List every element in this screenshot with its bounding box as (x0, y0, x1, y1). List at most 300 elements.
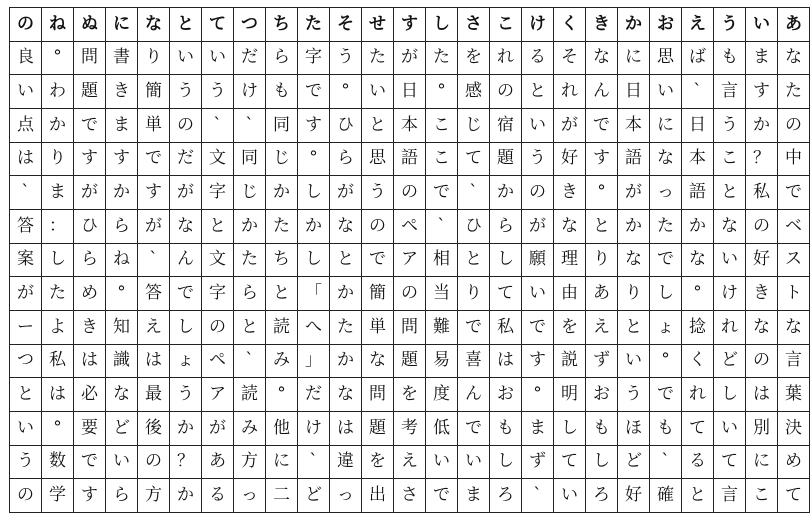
grid-cell: ` (298, 445, 330, 479)
grid-cell: い (202, 41, 234, 75)
grid-row (10, 176, 810, 210)
grid-cell: ず (586, 344, 618, 378)
grid-cell: ° (330, 75, 362, 109)
grid-cell: で (458, 310, 490, 344)
grid-cell: 本 (618, 108, 650, 142)
grid-row (10, 411, 810, 445)
grid-cell: 言 (778, 344, 810, 378)
grid-cell: ょ (170, 344, 202, 378)
header-cell: て (202, 8, 234, 42)
grid-cell: な (554, 209, 586, 243)
grid-cell: き (554, 176, 586, 210)
grid-cell: と (234, 310, 266, 344)
header-cell: そ (330, 8, 362, 42)
grid-cell: か (42, 108, 74, 142)
grid-cell: 説 (554, 344, 586, 378)
grid-cell: め (74, 277, 106, 311)
grid-cell: い (554, 479, 586, 513)
grid-cell: も (586, 411, 618, 445)
character-grid (9, 7, 810, 513)
grid-cell: で (650, 243, 682, 277)
grid-cell: と (714, 176, 746, 210)
grid-row (10, 142, 810, 176)
grid-cell: す (74, 479, 106, 513)
grid-cell: と (266, 277, 298, 311)
grid-cell: ス (778, 243, 810, 277)
grid-cell: が (74, 176, 106, 210)
grid-cell: 題 (490, 142, 522, 176)
grid-cell: が (138, 209, 170, 243)
grid-cell: が (170, 176, 202, 210)
grid-cell: い (106, 445, 138, 479)
grid-cell: ま (458, 479, 490, 513)
grid-cell: ` (138, 243, 170, 277)
grid-cell: ア (202, 378, 234, 412)
grid-cell: な (714, 209, 746, 243)
grid-cell: け (714, 277, 746, 311)
grid-row (10, 310, 810, 344)
grid-cell: ー (10, 310, 42, 344)
grid-cell: 」 (298, 344, 330, 378)
header-cell: う (714, 8, 746, 42)
grid-cell: 字 (298, 41, 330, 75)
header-row (10, 8, 810, 42)
grid-cell: ま (522, 411, 554, 445)
grid-cell: ょ (650, 310, 682, 344)
grid-cell: た (234, 243, 266, 277)
grid-cell: 点 (10, 108, 42, 142)
grid-cell: き (106, 75, 138, 109)
grid-cell: で (170, 277, 202, 311)
grid-cell: 難 (426, 310, 458, 344)
grid-cell: 方 (138, 479, 170, 513)
grid-cell: は (138, 344, 170, 378)
header-cell: い (746, 8, 778, 42)
grid-cell: ` (458, 176, 490, 210)
grid-cell: が (618, 176, 650, 210)
grid-cell: ら (106, 209, 138, 243)
grid-cell: た (266, 209, 298, 243)
grid-cell: か (490, 176, 522, 210)
grid-cell: す (746, 75, 778, 109)
grid-cell: か (682, 209, 714, 243)
grid-cell: 明 (554, 378, 586, 412)
grid-cell: き (746, 277, 778, 311)
grid-cell: の (170, 108, 202, 142)
grid-cell: へ (298, 310, 330, 344)
grid-cell: ？ (746, 142, 778, 176)
grid-cell: る (202, 479, 234, 513)
grid-cell: ん (170, 243, 202, 277)
grid-row (10, 243, 810, 277)
grid-cell: 問 (362, 378, 394, 412)
header-cell: な (138, 8, 170, 42)
grid-cell: が (394, 41, 426, 75)
grid-cell: 案 (10, 243, 42, 277)
grid-cell: て (458, 142, 490, 176)
grid-cell: は (330, 411, 362, 445)
grid-cell: い (170, 41, 202, 75)
grid-cell: か (106, 176, 138, 210)
grid-cell: っ (650, 176, 682, 210)
grid-cell: 題 (362, 411, 394, 445)
grid-cell: ° (682, 277, 714, 311)
grid-cell: し (554, 411, 586, 445)
grid-cell: ° (586, 176, 618, 210)
grid-cell: 中 (778, 142, 810, 176)
grid-cell: す (586, 142, 618, 176)
grid-cell: と (10, 378, 42, 412)
header-cell: け (522, 8, 554, 42)
grid-cell: な (586, 41, 618, 75)
grid-cell: す (298, 108, 330, 142)
grid-cell: ん (586, 75, 618, 109)
grid-cell: り (618, 277, 650, 311)
grid-cell: は (490, 344, 522, 378)
grid-cell: 思 (650, 41, 682, 75)
grid-cell: の (10, 479, 42, 513)
grid-cell: も (266, 75, 298, 109)
grid-cell: 本 (682, 142, 714, 176)
grid-cell: と (522, 75, 554, 109)
grid-cell: 読 (266, 310, 298, 344)
grid-cell: う (522, 142, 554, 176)
grid-cell: 問 (74, 41, 106, 75)
grid-cell: み (266, 344, 298, 378)
grid-cell: と (618, 310, 650, 344)
header-cell: ち (266, 8, 298, 42)
grid-cell: い (714, 243, 746, 277)
grid-cell: 簡 (362, 277, 394, 311)
grid-cell: 単 (138, 108, 170, 142)
grid-cell: 本 (394, 108, 426, 142)
grid-cell: ひ (458, 209, 490, 243)
header-cell: た (298, 8, 330, 42)
grid-cell: ど (618, 445, 650, 479)
grid-cell: を (554, 310, 586, 344)
grid-cell: め (778, 445, 810, 479)
grid-cell: す (138, 176, 170, 210)
grid-cell: し (650, 277, 682, 311)
grid-cell: う (170, 75, 202, 109)
grid-cell: ` (426, 209, 458, 243)
grid-cell: な (650, 142, 682, 176)
grid-cell: 好 (618, 479, 650, 513)
grid-cell: 捻 (682, 310, 714, 344)
grid-cell: う (714, 108, 746, 142)
grid-cell: ° (650, 344, 682, 378)
grid-row (10, 344, 810, 378)
grid-cell: た (362, 41, 394, 75)
grid-cell: ° (42, 411, 74, 445)
grid-row (10, 75, 810, 109)
grid-cell: な (618, 243, 650, 277)
grid-cell: 問 (394, 310, 426, 344)
grid-cell: ° (42, 41, 74, 75)
grid-cell: り (586, 243, 618, 277)
grid-cell: が (330, 176, 362, 210)
grid-cell: 要 (74, 411, 106, 445)
grid-cell: ` (202, 108, 234, 142)
grid-cell: た (42, 277, 74, 311)
grid-cell: あ (202, 445, 234, 479)
grid-cell: に (746, 445, 778, 479)
grid-cell: で (298, 75, 330, 109)
grid-cell: な (746, 310, 778, 344)
grid-cell: を (458, 41, 490, 75)
grid-cell: 「 (298, 277, 330, 311)
grid-cell: 最 (138, 378, 170, 412)
grid-cell: ° (298, 142, 330, 176)
grid-cell: を (362, 445, 394, 479)
header-cell: の (10, 8, 42, 42)
grid-cell: の (746, 344, 778, 378)
grid-cell: 決 (778, 411, 810, 445)
grid-cell: す (106, 142, 138, 176)
grid-cell: 確 (650, 479, 682, 513)
grid-cell: て (682, 411, 714, 445)
grid-cell: 日 (394, 75, 426, 109)
grid-cell: ば (682, 41, 714, 75)
header-cell: と (170, 8, 202, 42)
grid-cell: ： (42, 209, 74, 243)
grid-cell: ど (106, 411, 138, 445)
grid-cell: の (522, 176, 554, 210)
grid-cell: 語 (682, 176, 714, 210)
grid-cell: よ (42, 310, 74, 344)
grid-cell: し (586, 445, 618, 479)
grid-cell: こ (426, 108, 458, 142)
grid-cell: け (298, 411, 330, 445)
grid-cell: ` (234, 108, 266, 142)
grid-cell: お (586, 378, 618, 412)
grid-cell: ど (714, 344, 746, 378)
grid-row (10, 209, 810, 243)
grid-cell: も (490, 411, 522, 445)
grid-cell: な (682, 243, 714, 277)
grid-cell: 語 (394, 142, 426, 176)
grid-cell: し (714, 378, 746, 412)
header-cell: せ (362, 8, 394, 42)
header-cell: し (426, 8, 458, 42)
grid-cell: ね (106, 243, 138, 277)
grid-cell: は (74, 344, 106, 378)
grid-cell: 相 (426, 243, 458, 277)
grid-cell: ベ (778, 209, 810, 243)
grid-cell: は (42, 378, 74, 412)
grid-cell: だ (170, 142, 202, 176)
header-cell: え (682, 8, 714, 42)
grid-cell: う (618, 378, 650, 412)
grid-cell: が (10, 277, 42, 311)
grid-cell: え (138, 310, 170, 344)
header-cell: き (586, 8, 618, 42)
grid-cell: い (618, 344, 650, 378)
grid-cell: 出 (362, 479, 394, 513)
grid-cell: の (362, 209, 394, 243)
grid-cell: し (170, 310, 202, 344)
grid-cell: も (714, 41, 746, 75)
grid-cell: 宿 (490, 108, 522, 142)
grid-cell: で (778, 176, 810, 210)
grid-cell: も (650, 411, 682, 445)
grid-cell: う (10, 445, 42, 479)
grid-cell: な (778, 41, 810, 75)
grid-cell: ず (522, 445, 554, 479)
grid-cell: 答 (138, 277, 170, 311)
grid-cell: で (650, 378, 682, 412)
grid-cell: 他 (266, 411, 298, 445)
grid-cell: う (330, 41, 362, 75)
grid-cell: で (138, 142, 170, 176)
grid-cell: り (42, 142, 74, 176)
grid-cell: か (234, 209, 266, 243)
grid-cell: そ (554, 41, 586, 75)
grid-cell: ど (298, 479, 330, 513)
header-cell: お (650, 8, 682, 42)
grid-cell: た (778, 75, 810, 109)
grid-cell: か (330, 277, 362, 311)
grid-cell: は (10, 142, 42, 176)
grid-cell: し (42, 243, 74, 277)
header-cell: か (618, 8, 650, 42)
grid-cell: じ (234, 176, 266, 210)
grid-cell: か (746, 108, 778, 142)
grid-cell: こ (714, 142, 746, 176)
grid-cell: ほ (618, 411, 650, 445)
grid-cell: 字 (202, 277, 234, 311)
grid-cell: す (74, 142, 106, 176)
header-cell: さ (458, 8, 490, 42)
grid-cell: と (362, 108, 394, 142)
grid-cell: 同 (266, 108, 298, 142)
grid-cell: え (394, 445, 426, 479)
header-cell: ぬ (74, 8, 106, 42)
grid-cell: を (394, 378, 426, 412)
grid-cell: て (714, 445, 746, 479)
grid-cell: ？ (170, 445, 202, 479)
grid-cell: の (746, 209, 778, 243)
grid-cell: 度 (426, 378, 458, 412)
grid-cell: し (298, 243, 330, 277)
grid-cell: ` (650, 445, 682, 479)
grid-cell: ` (682, 75, 714, 109)
grid-cell: 私 (746, 176, 778, 210)
grid-cell: し (490, 243, 522, 277)
grid-cell: 言 (714, 479, 746, 513)
grid-cell: ら (106, 479, 138, 513)
grid-cell: ら (330, 142, 362, 176)
grid-cell: 考 (394, 411, 426, 445)
grid-cell: と (682, 479, 714, 513)
grid-cell: ら (490, 209, 522, 243)
header-cell: ね (42, 8, 74, 42)
grid-cell: ち (266, 243, 298, 277)
grid-cell: っ (330, 479, 362, 513)
grid-cell: ` (10, 176, 42, 210)
grid-cell: と (202, 209, 234, 243)
grid-cell: 題 (74, 75, 106, 109)
grid-cell: 好 (746, 243, 778, 277)
grid-cell: の (490, 75, 522, 109)
grid-cell: か (298, 209, 330, 243)
grid-cell: ろ (490, 479, 522, 513)
grid-cell: 簡 (138, 75, 170, 109)
grid-row (10, 445, 810, 479)
grid-row (10, 479, 810, 513)
grid-cell: の (778, 108, 810, 142)
grid-row (10, 108, 810, 142)
grid-cell: ア (394, 243, 426, 277)
grid-cell: い (522, 277, 554, 311)
grid-cell: で (458, 411, 490, 445)
grid-cell: ら (266, 41, 298, 75)
grid-cell: い (362, 75, 394, 109)
grid-cell: く (682, 344, 714, 378)
grid-cell: か (330, 344, 362, 378)
grid-cell: 私 (490, 310, 522, 344)
grid-cell: 易 (426, 344, 458, 378)
grid-cell: 低 (426, 411, 458, 445)
grid-cell: 識 (106, 344, 138, 378)
grid-cell: き (74, 310, 106, 344)
grid-cell: る (522, 41, 554, 75)
grid-cell: 思 (362, 142, 394, 176)
grid-cell: 読 (234, 378, 266, 412)
header-cell: こ (490, 8, 522, 42)
grid-cell: て (554, 445, 586, 479)
header-cell: に (106, 8, 138, 42)
grid-cell: て (490, 277, 522, 311)
grid-cell: で (426, 479, 458, 513)
header-cell: つ (234, 8, 266, 42)
grid-cell: で (362, 243, 394, 277)
grid-cell: る (682, 445, 714, 479)
grid-cell: み (234, 411, 266, 445)
grid-cell: な (330, 209, 362, 243)
grid-cell: ペ (394, 209, 426, 243)
grid-cell: だ (298, 378, 330, 412)
grid-cell: い (522, 108, 554, 142)
grid-cell: う (362, 176, 394, 210)
grid-cell: 別 (746, 411, 778, 445)
header-cell: く (554, 8, 586, 42)
grid-cell: い (714, 411, 746, 445)
grid-cell: 単 (362, 310, 394, 344)
grid-cell: れ (554, 75, 586, 109)
grid-cell: す (522, 344, 554, 378)
grid-cell: り (138, 41, 170, 75)
grid-cell: れ (714, 310, 746, 344)
grid-cell: ° (266, 378, 298, 412)
grid-cell: え (586, 310, 618, 344)
grid-cell: ` (522, 479, 554, 513)
grid-cell: て (778, 479, 810, 513)
grid-cell: 言 (714, 75, 746, 109)
grid-cell: こ (746, 479, 778, 513)
grid-cell: れ (490, 41, 522, 75)
grid-cell: が (202, 411, 234, 445)
grid-cell: 好 (554, 142, 586, 176)
grid-cell: 日 (618, 75, 650, 109)
grid-cell: ら (74, 243, 106, 277)
grid-cell: ん (458, 378, 490, 412)
grid-cell: こ (426, 142, 458, 176)
grid-cell: と (458, 243, 490, 277)
grid-cell: の (138, 445, 170, 479)
grid-cell: ろ (586, 479, 618, 513)
grid-row (10, 277, 810, 311)
